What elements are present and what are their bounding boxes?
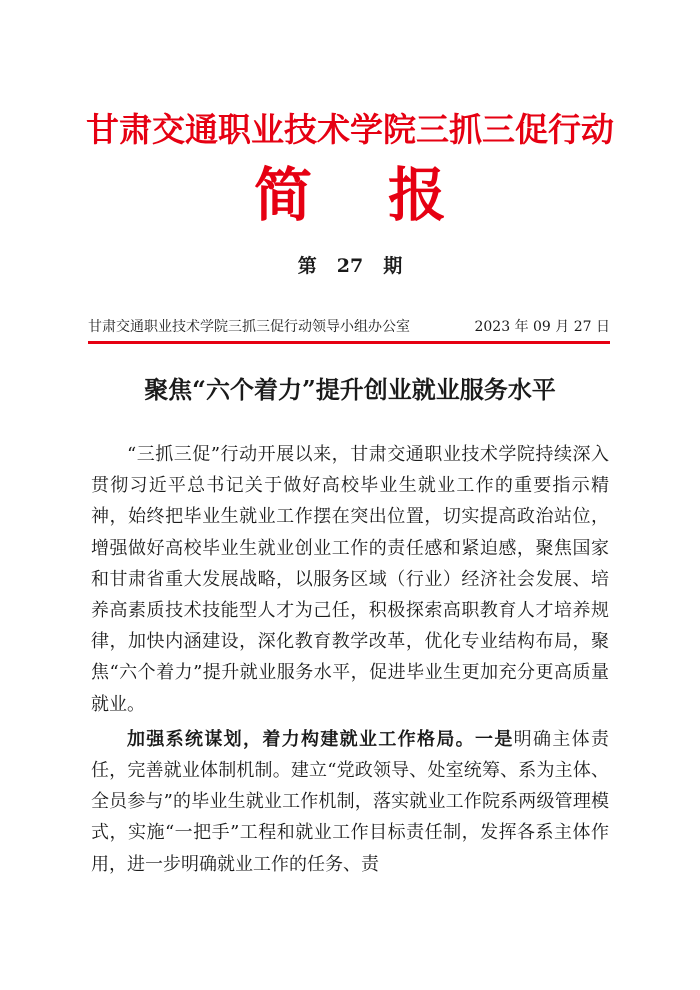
issue-value: 27 (336, 255, 364, 277)
issue-suffix: 期 (383, 255, 403, 277)
paragraph (91, 724, 609, 880)
section-lead: 加强系统谋划，着力构建就业工作格局。 (127, 728, 475, 750)
org-title: 甘肃交通职业技术学院三抓三促行动 (86, 110, 614, 149)
publisher-office: 甘肃交通职业技术学院三抓三促行动领导小组办公室 (88, 319, 410, 335)
bulletin-char: 报 (388, 161, 447, 229)
bulletin-char: 简 (253, 161, 312, 229)
publisher-line (88, 316, 610, 336)
article-body (91, 439, 609, 884)
issue-prefix: 第 (297, 255, 317, 277)
publish-date: 2023 年 09 月 27 日 (474, 319, 610, 335)
bulletin-title (0, 160, 700, 230)
section-text: 明确主体责任，完善就业体制机制。建立“党政领导、处室统筹、系为主体、全员参与”的毕业生就业工作机制，落实就业工作院系两级管理模式，实施“一把手”工程和就业工作目标责任制，发挥各系主体作用，进一步明确就业工作的任务、责 (91, 728, 610, 875)
article-title: 聚焦“六个着力”提升创业就业服务水平 (144, 375, 556, 404)
red-divider (88, 341, 610, 344)
point-marker: 一是 (475, 728, 514, 750)
issue-number (0, 251, 700, 278)
paragraph: “三抓三促”行动开展以来，甘肃交通职业技术学院持续深入贯彻习近平总书记关于做好高校毕业生就业工作的重要指示精神，始终把毕业生就业工作摆在突出位置，切实提高政治站位，增强做好高校毕业生就业创业工作的责任感和紧迫感，聚焦国家和甘肃省重大发展战略，以服务区域（行业）经济社会发展、培养高素质技术技能型人才为己任，积极探索高职教育人才培养规律，加快内涵建设，深化教育教学改革，优化专业结构布局，聚焦“六个着力”提升就业服务水平，促进毕业生更加充分更高质量就业。 (91, 444, 609, 715)
